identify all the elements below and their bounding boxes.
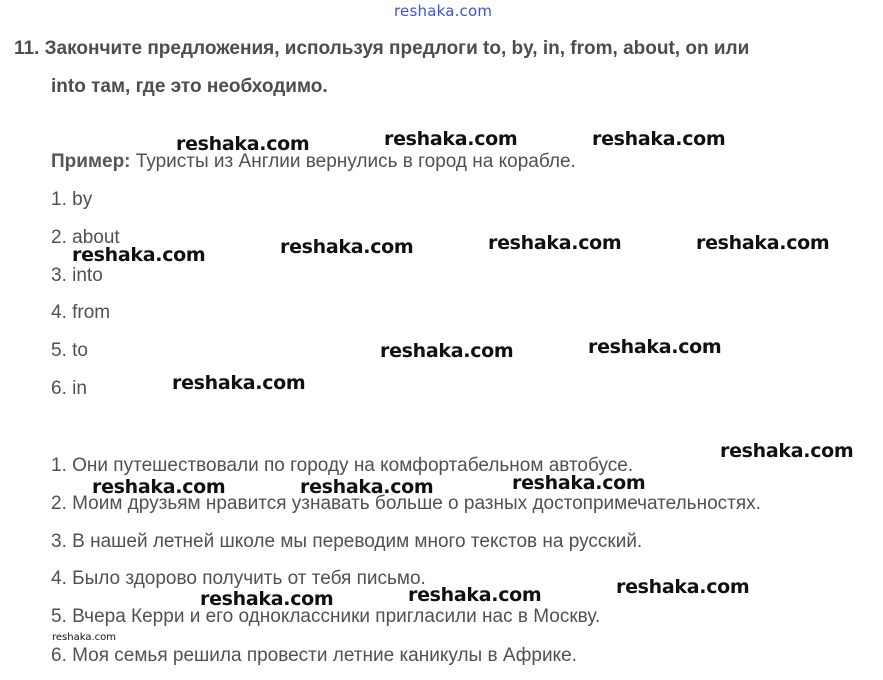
watermark: reshaka.com (172, 372, 306, 394)
answer-item: 4. from (51, 302, 111, 323)
sentence-item: 6. Моя семья решила провести летние каникулы в Африке. (51, 645, 577, 666)
task-title-line-2: into там, где это необходимо. (51, 76, 328, 97)
site-watermark-top: reshaka.com (394, 2, 493, 20)
example-text: Туристы из Англии вернулись в город на корабле. (130, 151, 576, 172)
watermark: reshaka.com (176, 133, 310, 155)
sentence-item: 2. Моим друзьям нравится узнавать больше о разных достопримечательностях. (51, 493, 761, 514)
watermark: reshaka.com (512, 472, 646, 494)
example-line (51, 151, 576, 173)
answer-item: 6. in (51, 378, 87, 399)
watermark: reshaka.com (380, 340, 514, 362)
answer-item: 3. into (51, 265, 103, 286)
watermark: reshaka.com (616, 576, 750, 598)
watermark: reshaka.com (488, 232, 622, 254)
answer-item: 2. about (51, 227, 120, 248)
watermark: reshaka.com (696, 232, 830, 254)
watermark: reshaka.com (720, 440, 854, 462)
small-watermark: reshaka.com (52, 632, 116, 643)
watermark: reshaka.com (200, 588, 334, 610)
task-title-line-1: 11. Закончите предложения, используя предлоги to, by, in, from, about, on или (14, 38, 750, 59)
watermark: reshaka.com (300, 476, 434, 498)
sentence-item: 4. Было здорово получить от тебя письмо. (51, 568, 426, 589)
watermark: reshaka.com (72, 244, 206, 266)
watermark: reshaka.com (408, 584, 542, 606)
watermark: reshaka.com (92, 476, 226, 498)
watermark: reshaka.com (384, 128, 518, 150)
example-label: Пример: (51, 151, 131, 172)
watermark: reshaka.com (588, 336, 722, 358)
answer-item: 5. to (51, 340, 88, 361)
watermark: reshaka.com (592, 128, 726, 150)
watermark: reshaka.com (280, 236, 414, 258)
sentence-item: 5. Вчера Керри и его одноклассники пригласили нас в Москву. (51, 606, 601, 627)
sentence-item: 3. В нашей летней школе мы переводим много текстов на русский. (51, 531, 643, 552)
sentence-item: 1. Они путешествовали по городу на комфортабельном автобусе. (51, 455, 634, 476)
answer-item: 1. by (51, 189, 93, 210)
